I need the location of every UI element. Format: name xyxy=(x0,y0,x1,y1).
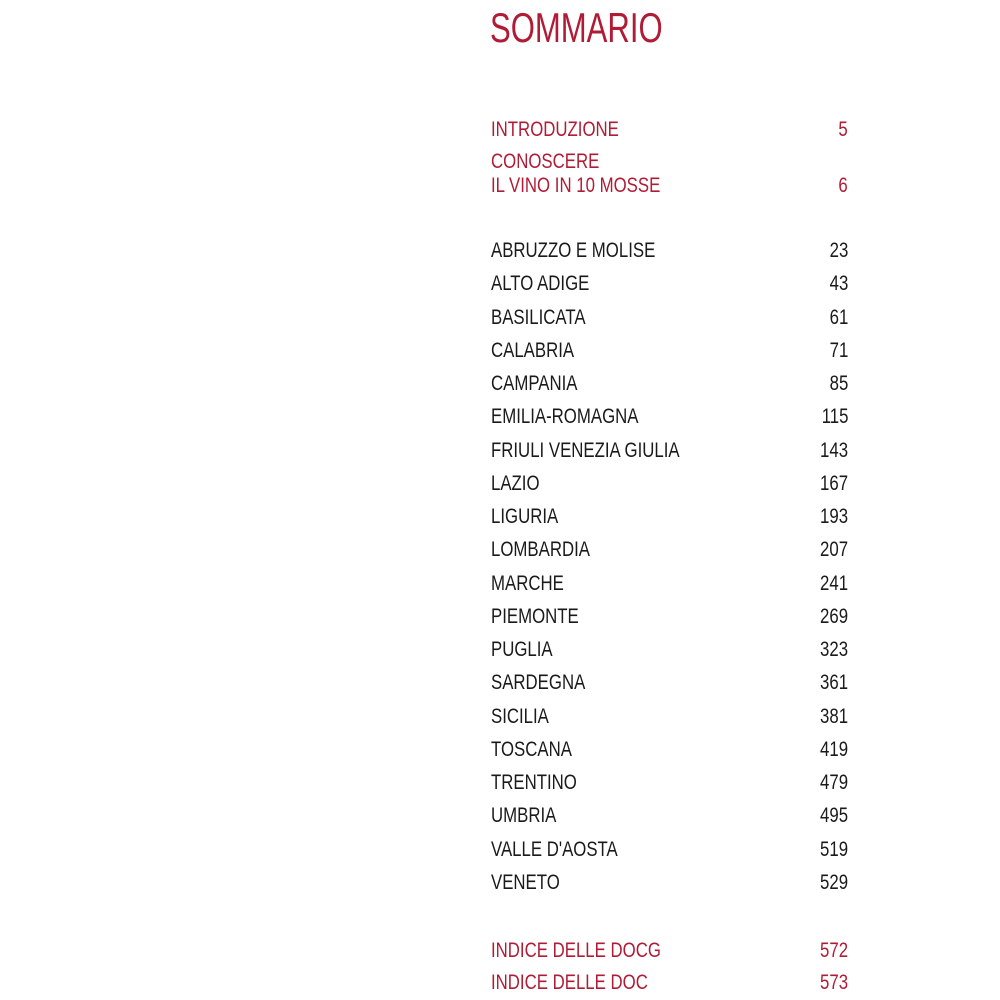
toc-entry-label: INDICE DELLE DOCG xyxy=(491,939,661,962)
toc-entry[interactable] xyxy=(491,300,848,330)
toc-entry-label: TOSCANA xyxy=(491,737,572,761)
toc-entry-introduzione[interactable] xyxy=(491,112,848,142)
toc-entry-page: 43 xyxy=(829,272,848,296)
toc-entry-label: PUGLIA xyxy=(491,638,553,661)
page-title: SOMMARIO xyxy=(490,4,663,51)
toc-entry-label-line2: IL VINO IN 10 MOSSE xyxy=(491,174,661,197)
toc-entry[interactable] xyxy=(491,233,848,263)
toc-entry-label: CALABRIA xyxy=(491,338,575,362)
toc-entry-page: 519 xyxy=(819,837,848,861)
toc-entry-label: ABRUZZO E MOLISE xyxy=(491,239,656,262)
toc-entry-page: 479 xyxy=(819,771,848,794)
toc-entry-label: SICILIA xyxy=(491,704,549,728)
toc-entry[interactable] xyxy=(491,732,848,762)
toc-entry-label: ALTO ADIGE xyxy=(491,272,590,296)
toc-entry-label: CAMPANIA xyxy=(491,372,578,395)
toc-entry-label: INTRODUZIONE xyxy=(491,118,619,141)
toc-entry-page: 381 xyxy=(819,704,848,728)
toc-entry-label: TRENTINO xyxy=(491,771,577,794)
toc-entry-label: BASILICATA xyxy=(491,305,586,329)
toc-entry-label: PIEMONTE xyxy=(491,604,579,628)
toc-entry-label: LAZIO xyxy=(491,471,540,495)
toc-entry-page: 572 xyxy=(819,939,848,962)
toc-entry[interactable] xyxy=(491,965,848,995)
toc-entry-label: LOMBARDIA xyxy=(491,538,590,562)
toc-entry[interactable] xyxy=(491,499,848,529)
toc-entry-label: INDICE DELLE DOC xyxy=(491,971,648,994)
toc-entry-label: EMILIA-ROMAGNA xyxy=(491,405,639,429)
toc-entry[interactable] xyxy=(491,765,848,795)
toc-entry[interactable] xyxy=(491,632,848,662)
toc-entry-page: 6 xyxy=(838,174,848,197)
toc-entry-page: 419 xyxy=(819,737,848,761)
toc-entry-page: 241 xyxy=(819,571,848,595)
toc-entry[interactable] xyxy=(491,333,848,363)
toc-entry-page: 323 xyxy=(819,638,848,661)
toc-entry-page: 207 xyxy=(819,538,848,562)
toc-entry-page: 167 xyxy=(819,471,848,495)
toc-entry-page: 269 xyxy=(819,604,848,628)
toc-entry[interactable] xyxy=(491,933,848,963)
toc-entry-label: UMBRIA xyxy=(491,804,557,828)
toc-entry-page: 143 xyxy=(819,438,848,462)
toc-entry-page: 61 xyxy=(829,305,848,329)
toc-entry[interactable] xyxy=(491,433,848,463)
toc-entry-label: FRIULI VENEZIA GIULIA xyxy=(491,438,680,462)
toc-entry-label: LIGURIA xyxy=(491,505,559,528)
toc-entry-page: 361 xyxy=(819,671,848,695)
toc-entry-page: 85 xyxy=(829,372,848,395)
toc-entry[interactable] xyxy=(491,266,848,296)
toc-entry-label: MARCHE xyxy=(491,571,564,595)
toc-entry-label: VALLE D'AOSTA xyxy=(491,837,618,861)
toc-entry-page: 193 xyxy=(819,505,848,528)
toc-entry[interactable] xyxy=(491,699,848,729)
toc-entry-page: 529 xyxy=(819,870,848,894)
toc-entry-label-line1: CONOSCERE xyxy=(491,150,600,173)
toc-entry[interactable] xyxy=(491,798,848,828)
toc-entry-page: 495 xyxy=(819,804,848,828)
toc-entry-label: SARDEGNA xyxy=(491,671,586,695)
toc-entry-label: VENETO xyxy=(491,870,560,894)
toc-entry[interactable] xyxy=(491,366,848,396)
toc-entry[interactable] xyxy=(491,532,848,562)
toc-entry-page: 115 xyxy=(821,405,848,429)
toc-entry-page: 573 xyxy=(819,971,848,994)
toc-entry[interactable] xyxy=(491,865,848,895)
toc-entry[interactable] xyxy=(491,832,848,862)
toc-entry-conoscere[interactable] xyxy=(491,144,848,198)
toc-entry[interactable] xyxy=(491,566,848,596)
toc-entry-page: 5 xyxy=(838,118,848,141)
toc-entry-page: 23 xyxy=(829,239,848,262)
toc-entry[interactable] xyxy=(491,665,848,695)
toc-entry[interactable] xyxy=(491,399,848,429)
toc-entry[interactable] xyxy=(491,466,848,496)
toc-entry-page: 71 xyxy=(829,338,848,362)
toc-entry[interactable] xyxy=(491,599,848,629)
